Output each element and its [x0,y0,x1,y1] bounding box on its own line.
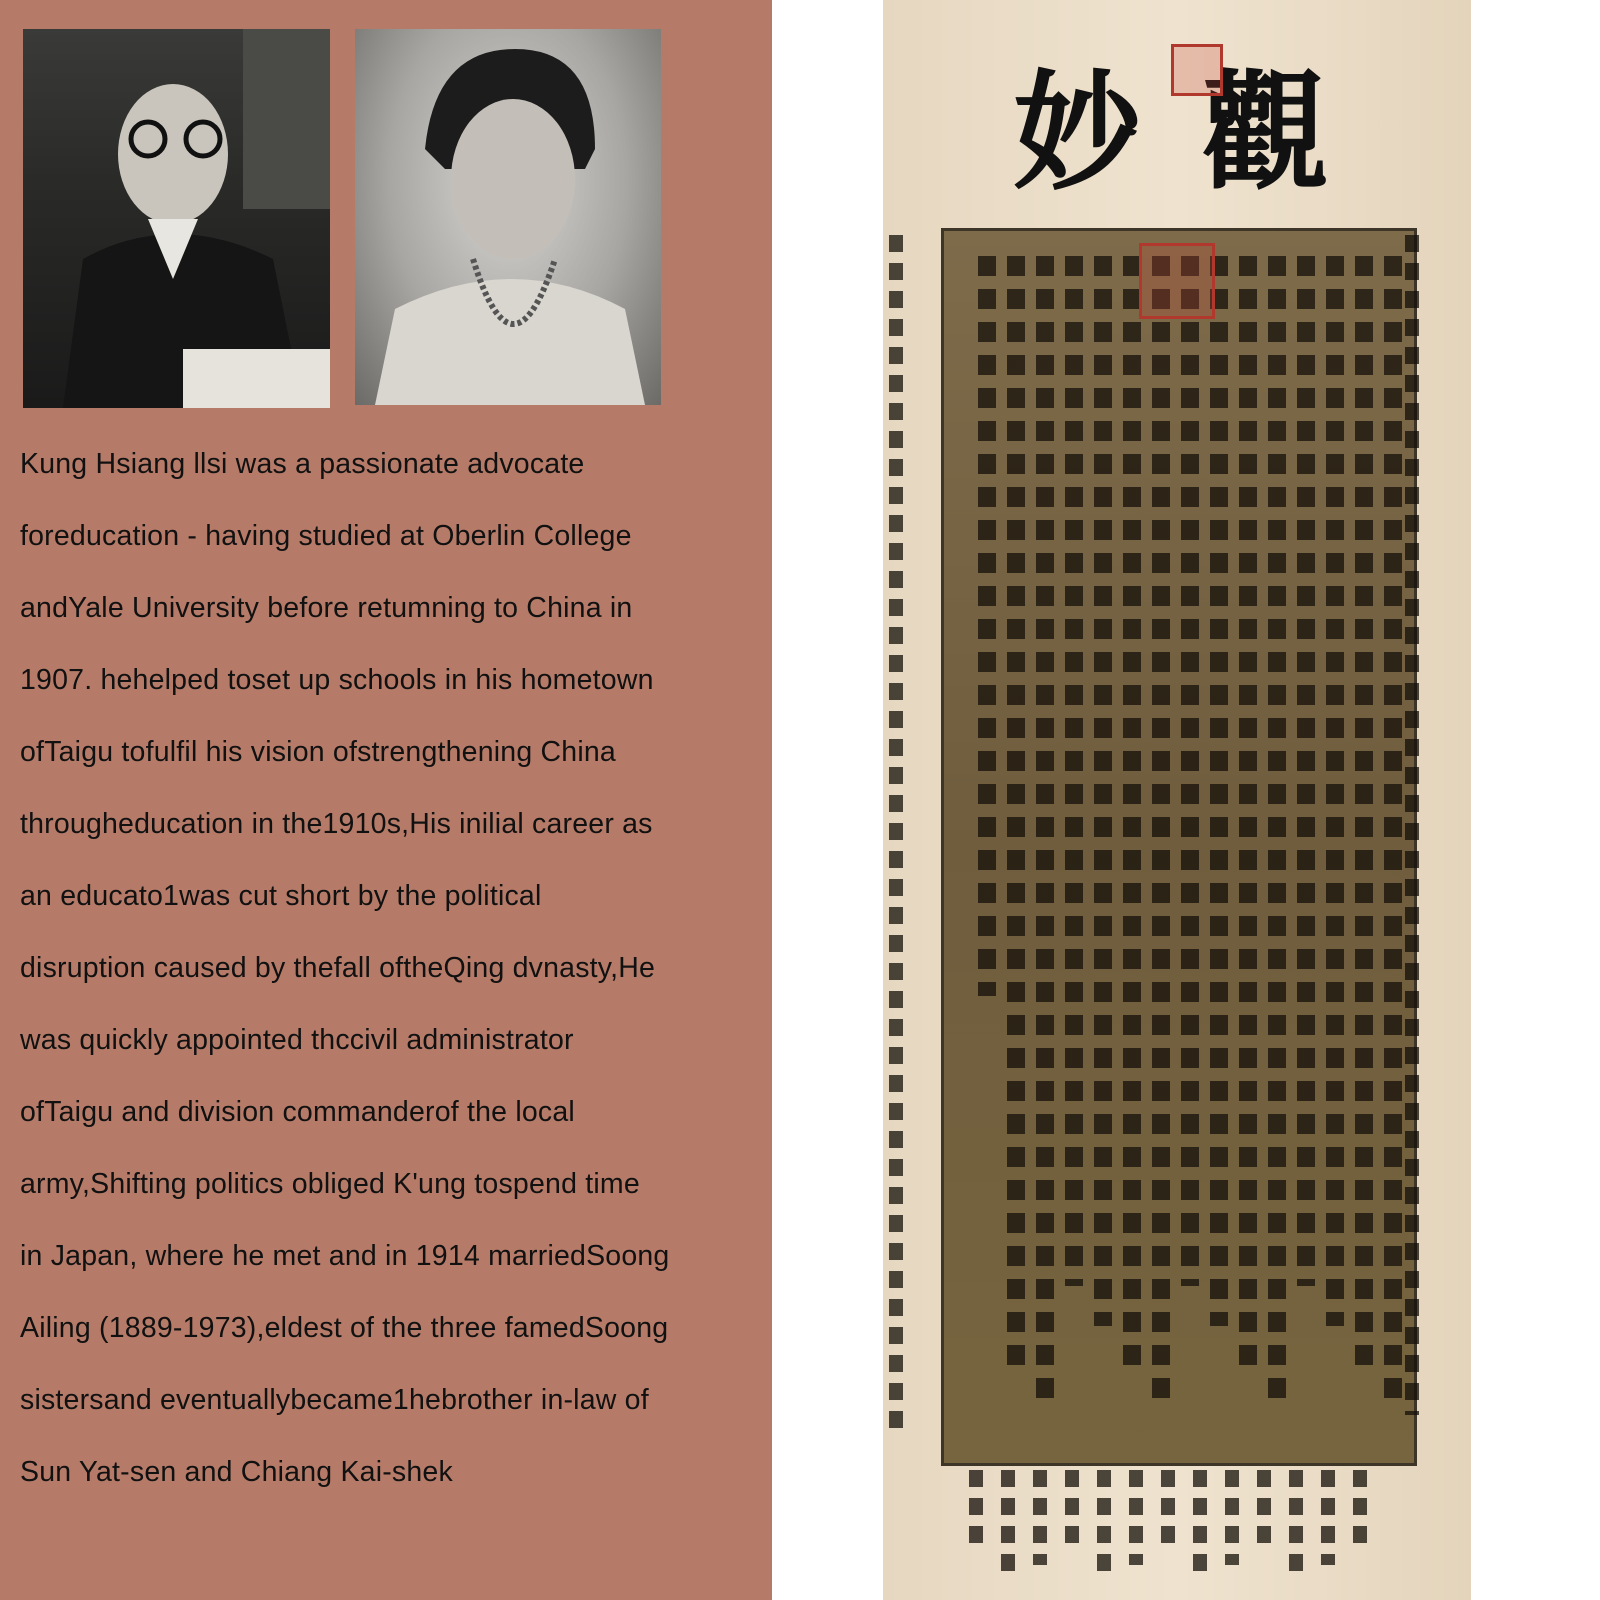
colophon-column [1065,1470,1079,1550]
colophon-column [1289,1470,1303,1580]
bio-line: ofTaigu tofulfil his vision ofstrengthening China [20,736,616,768]
bio-line: foreducation - having studied at Oberlin College [20,520,632,552]
calligraphy-column [1239,256,1257,1366]
calligraphy-column [1355,256,1373,1366]
bio-line: ofTaigu and division commanderof the local [20,1096,575,1128]
colophon-column [1321,1470,1335,1565]
portrait-woman-image [355,29,661,405]
calligraphy-column [1065,256,1083,1286]
seal-stamp [1171,44,1223,96]
calligraphy-column [1036,256,1054,1406]
silk-calligraphy-panel [941,228,1417,1466]
bio-line: Kung Hsiang llsi was a passionate advocate [20,448,585,480]
bio-line: andYale University before retumning to China in [20,592,633,624]
calligraphy-column [1384,256,1402,1406]
portrait-soong-ai-ling [355,29,661,405]
bio-line: througheducation in the1910s,His inilial career as [20,808,653,840]
colophon-column [1225,1470,1239,1565]
biography-text [20,428,760,1508]
colophon-column [1129,1470,1143,1565]
calligraphy-column [1268,256,1286,1406]
inscription-column [889,235,903,1435]
bio-line: army,Shifting politics obliged K'ung tospend time [20,1168,640,1200]
bio-line: Sun Yat-sen and Chiang Kai-shek [20,1456,453,1488]
calligraphy-column [1152,256,1170,1406]
calligraphy-column [1094,256,1112,1326]
calligraphy-column [1326,256,1344,1326]
colophon-column [1353,1470,1367,1550]
colophon-column [1033,1470,1047,1565]
calligraphy-column [1007,256,1025,1366]
colophon-column [1001,1470,1015,1580]
biography-panel [0,0,772,1600]
colophon-column [1257,1470,1271,1550]
bio-line: was quickly appointed thccivil administrator [20,1024,574,1056]
bio-line: 1907. hehelped toset up schools in his hometown [20,664,654,696]
portrait-kung-hsiang-hsi [23,29,330,408]
calligraphy-column [1181,256,1199,1286]
seal-stamp [1139,243,1215,319]
calligraphy-column [978,256,996,996]
title-char: 觀 [1201,58,1390,208]
bio-line: an educato1was cut short by the political [20,880,542,912]
title-char: 妙 [1013,58,1202,208]
colophon-column [1097,1470,1111,1580]
bio-line: in Japan, where he met and in 1914 marriedSoong [20,1240,670,1272]
portrait-man-image [23,29,330,408]
bio-line: disruption caused by thefall oftheQing dvnasty,He [20,952,656,984]
bio-line: sistersand eventuallybecame1hebrother in-law of [20,1384,649,1416]
colophon-column [1161,1470,1175,1550]
calligraphy-column [1210,256,1228,1326]
calligraphy-scroll [883,0,1471,1600]
calligraphy-column [1123,256,1141,1366]
inscription-column [1405,235,1419,1415]
bio-line: Ailing (1889-1973),eldest of the three famedSoong [20,1312,669,1344]
colophon-column [1193,1470,1207,1580]
calligraphy-column [1297,256,1315,1286]
colophon-column [969,1470,983,1550]
